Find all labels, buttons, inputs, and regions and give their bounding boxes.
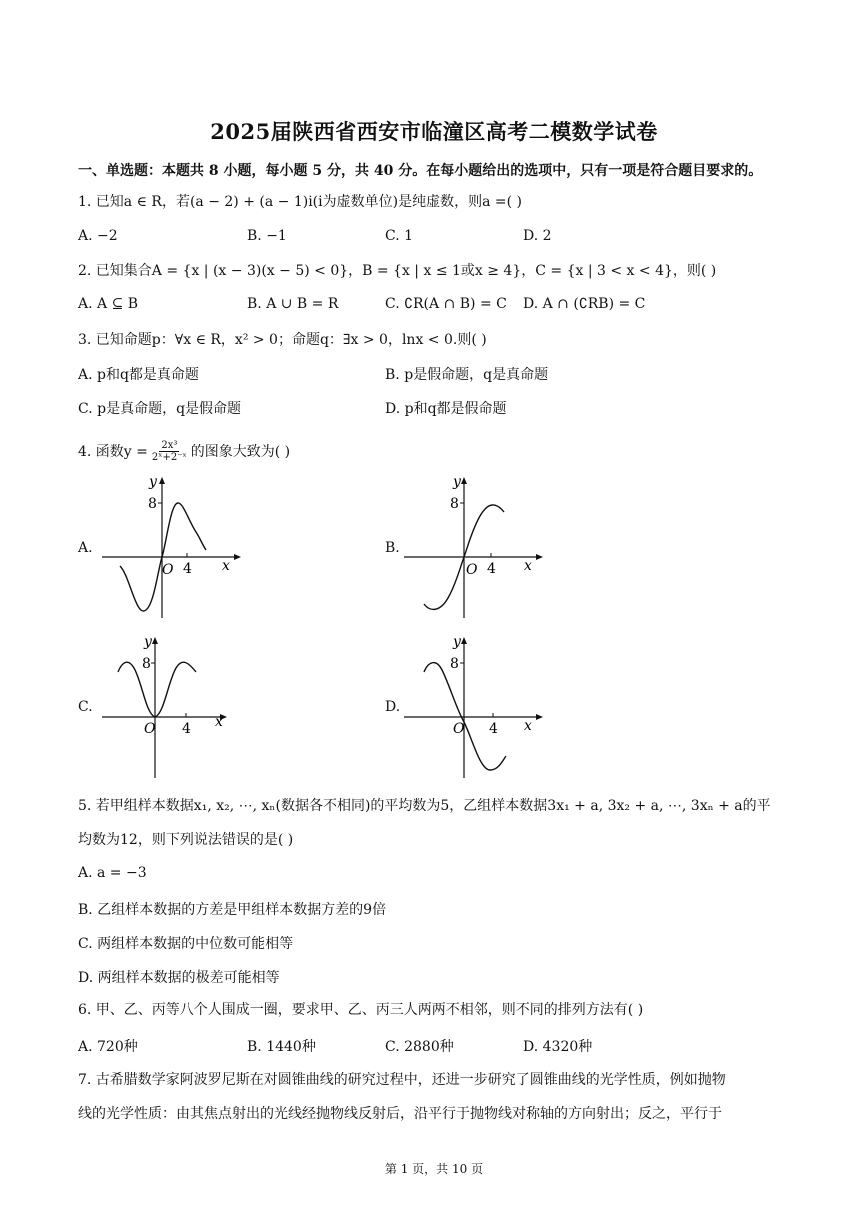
graph-d-y-arrow bbox=[461, 637, 467, 644]
q1-option-a[interactable]: A. −2 bbox=[78, 228, 118, 244]
graph-c-label-4: 4 bbox=[182, 721, 191, 737]
question-7-line-2: 线的光学性质：由其焦点射出的光线经抛物线反射后，沿平行于抛物线对称轴的方向射出；反之，平行于 bbox=[78, 1106, 722, 1122]
q4-option-c[interactable]: C. bbox=[78, 699, 93, 715]
graph-a-label-4: 4 bbox=[183, 561, 192, 577]
q1-option-b[interactable]: B. −1 bbox=[247, 228, 287, 244]
q1-option-c[interactable]: C. 1 bbox=[385, 228, 414, 244]
q4-stem-suffix: 的图象大致为( ) bbox=[190, 443, 291, 460]
question-6-stem: 6. 甲、乙、丙等八个人围成一圈，要求甲、乙、丙三人两两不相邻，则不同的排列方法有( ) bbox=[78, 1002, 644, 1018]
question-5-line-1: 5. 若甲组样本数据x₁, x₂, ⋯, xₙ(数据各不相同)的平均数为5，乙组样本数据3x₁ + a, 3x₂ + a, ⋯, 3xₙ + a的平 bbox=[78, 798, 771, 814]
page-footer: 第 1 页，共 10 页 bbox=[384, 1162, 484, 1176]
graph-c-curve bbox=[118, 662, 196, 717]
graph-d-x-label: x bbox=[524, 718, 532, 734]
graph-a bbox=[96, 470, 246, 622]
q4-stem-prefix: 4. 函数y = bbox=[78, 443, 148, 460]
q5-option-c[interactable]: C. 两组样本数据的中位数可能相等 bbox=[78, 936, 294, 952]
graph-c-origin: O bbox=[144, 721, 156, 737]
q1-option-d[interactable]: D. 2 bbox=[523, 228, 552, 244]
graph-c bbox=[96, 630, 246, 782]
q6-option-d[interactable]: D. 4320种 bbox=[523, 1039, 593, 1055]
graph-b-x-arrow bbox=[536, 554, 543, 560]
graph-b-label-8: 8 bbox=[450, 496, 459, 512]
page-title: 2025届陕西省西安市临潼区高考二模数学试卷 bbox=[210, 119, 658, 144]
q6-option-a[interactable]: A. 720种 bbox=[78, 1039, 138, 1055]
graph-c-label-8: 8 bbox=[142, 656, 151, 672]
q6-option-b[interactable]: B. 1440种 bbox=[247, 1039, 316, 1055]
q2-option-c[interactable]: C. ∁R(A ∩ B) = C bbox=[385, 296, 507, 312]
q3-option-a[interactable]: A. p和q都是真命题 bbox=[78, 367, 199, 383]
q2-option-a[interactable]: A. A ⊆ B bbox=[78, 296, 139, 312]
graph-b-origin: O bbox=[466, 562, 478, 578]
graph-d-origin: O bbox=[453, 721, 465, 737]
question-7-line-1: 7. 古希腊数学家阿波罗尼斯在对圆锥曲线的研究过程中，还进一步研究了圆锥曲线的光学性质，例如抛物 bbox=[78, 1072, 726, 1088]
graph-b bbox=[398, 470, 548, 622]
q4-fraction bbox=[150, 440, 189, 463]
q6-option-c[interactable]: C. 2880种 bbox=[385, 1039, 454, 1055]
graph-a-label-8: 8 bbox=[148, 496, 157, 512]
graph-a-x-label: x bbox=[222, 558, 230, 574]
graph-c-y-label: y bbox=[144, 634, 152, 650]
q4-option-b[interactable]: B. bbox=[385, 540, 400, 556]
graph-d-curve bbox=[424, 663, 506, 770]
graph-b-x-label: x bbox=[524, 558, 532, 574]
q3-option-c[interactable]: C. p是真命题，q是假命题 bbox=[78, 401, 242, 417]
q2-option-b[interactable]: B. A ∪ B = R bbox=[247, 296, 339, 312]
graph-d-x-arrow bbox=[536, 714, 543, 720]
graph-b-y-arrow bbox=[461, 477, 467, 484]
graph-b-label-4: 4 bbox=[487, 561, 496, 577]
question-4-stem bbox=[78, 440, 290, 463]
q2-option-d[interactable]: D. A ∩ (∁RB) = C bbox=[523, 296, 646, 312]
q4-fraction-numerator: 2x³ bbox=[161, 440, 178, 451]
question-1-stem: 1. 已知a ∈ R，若(a − 2) + (a − 1)i(i为虚数单位)是纯虚数，则a =( ) bbox=[78, 194, 522, 210]
graph-d bbox=[398, 630, 548, 782]
graph-a-y-arrow bbox=[159, 477, 165, 484]
graph-a-origin: O bbox=[162, 562, 174, 578]
graph-b-y-label: y bbox=[453, 474, 461, 490]
q4-option-a[interactable]: A. bbox=[78, 540, 93, 556]
section-heading: 一、单选题：本题共 8 小题，每小题 5 分，共 40 分。在每小题给出的选项中，只有一项是符合题目要求的。 bbox=[78, 163, 763, 179]
question-2-stem: 2. 已知集合A = {x | (x − 3)(x − 5) < 0}，B = {x | x ≤ 1或x ≥ 4}，C = {x | 3 < x < 4}，则( ) bbox=[78, 263, 717, 279]
q5-option-a[interactable]: A. a = −3 bbox=[78, 865, 147, 881]
q5-option-d[interactable]: D. 两组样本数据的极差可能相等 bbox=[78, 970, 280, 986]
graph-a-y-label: y bbox=[149, 474, 157, 490]
question-5-line-2: 均数为12，则下列说法错误的是( ) bbox=[78, 832, 294, 848]
graph-d-label-8: 8 bbox=[450, 656, 459, 672]
graph-d-y-label: y bbox=[453, 634, 461, 650]
q3-option-b[interactable]: B. p是假命题，q是真命题 bbox=[385, 367, 549, 383]
q4-fraction-denominator: 2ˣ+2⁻ˣ bbox=[151, 452, 187, 463]
q5-option-b[interactable]: B. 乙组样本数据的方差是甲组样本数据方差的9倍 bbox=[78, 902, 387, 918]
graph-d-label-4: 4 bbox=[489, 721, 498, 737]
graph-c-x-label: x bbox=[215, 714, 223, 730]
q4-option-d[interactable]: D. bbox=[385, 699, 401, 715]
question-3-stem: 3. 已知命题p：∀x ∈ R，x² > 0；命题q：∃x > 0，lnx < 0.则( ) bbox=[78, 332, 487, 348]
q3-option-d[interactable]: D. p和q都是假命题 bbox=[385, 401, 507, 417]
graph-a-x-arrow bbox=[234, 554, 241, 560]
graph-c-y-arrow bbox=[152, 637, 158, 644]
